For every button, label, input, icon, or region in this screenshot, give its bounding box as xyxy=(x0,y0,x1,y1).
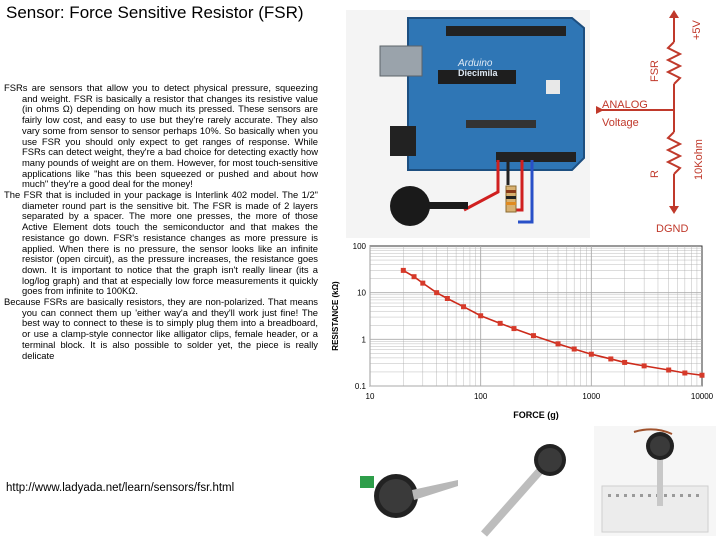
slide-title: Sensor: Force Sensitive Resistor (FSR) xyxy=(6,3,304,22)
arduino-board-icon xyxy=(380,18,584,170)
analog-label: ANALOG xyxy=(602,99,648,111)
resistor-value-label: 10Kohm xyxy=(693,139,705,180)
data-point xyxy=(401,268,406,273)
fsr-photos xyxy=(354,424,720,538)
vcc-label: +5V xyxy=(691,20,703,40)
y-tick-label: 100 xyxy=(352,242,366,251)
x-tick-label: 10000 xyxy=(690,392,714,401)
arduino-wiring-illustration xyxy=(346,10,590,238)
data-point xyxy=(666,368,671,373)
x-axis-label: FORCE (g) xyxy=(513,410,559,420)
data-point xyxy=(445,296,450,301)
source-url[interactable]: http://www.ladyada.net/learn/sensors/fsr.html xyxy=(6,482,235,494)
gnd-arrow-icon xyxy=(669,206,679,214)
x-tick-label: 10 xyxy=(365,392,375,401)
data-point xyxy=(556,341,561,346)
board-model: Diecimila xyxy=(458,68,498,78)
data-point xyxy=(682,370,687,375)
data-point xyxy=(461,304,466,309)
data-point xyxy=(412,274,417,279)
data-point xyxy=(589,352,594,357)
y-axis-label: RESISTANCE (kΩ) xyxy=(331,281,340,351)
y-tick-label: 0.1 xyxy=(354,382,366,391)
fsr-photo-1 xyxy=(354,442,466,538)
data-point xyxy=(642,363,647,368)
fsr-photo-3 xyxy=(594,426,716,536)
data-point xyxy=(531,333,536,338)
slide-body xyxy=(4,83,318,361)
data-point xyxy=(608,356,613,361)
x-tick-label: 1000 xyxy=(582,392,601,401)
paragraph-1: FSRs are sensors that allow you to detect physical pressure, squeezing and weight. FSR is basically a resistor that changes its resistive value (in ohms Ω) depending on how much its pressed. These sensors are fairly low cost, and easy to use but they're rarely accurate. They also vary some from sensor to sensor perhaps 10%. So basically when you use FSR you should only expect to get ranges of response. While FSRs can detect weight, they're a bad choice for detecting exactly how many pounds of weight are on them. However, for most touch-sensitive applications like "has this been squeezed or pushed and about how much" they're a good deal for the money! xyxy=(4,82,318,190)
vcc-arrow-icon xyxy=(669,10,679,18)
x-tick-label: 100 xyxy=(473,392,488,401)
data-point xyxy=(511,326,516,331)
resistor-label: R xyxy=(649,170,661,178)
fsr-photo-2 xyxy=(470,442,570,538)
data-point xyxy=(622,360,627,365)
paragraph-3: Because FSRs are basically resistors, they are non-polarized. That means you can connect them up 'either way'a and they'll work just fine! The best way to connect to these is to simply plug them into a breadboard, or use a clamp-style connector like alligator clips, female header, or a terminal block. It is also possible to solder yet, the piece is really delicate xyxy=(4,296,318,361)
voltage-label: Voltage xyxy=(602,117,639,129)
y-tick-label: 1 xyxy=(361,335,366,345)
data-point xyxy=(498,321,503,326)
data-point xyxy=(478,313,483,318)
resistor-icon xyxy=(506,186,516,212)
fsr-label: FSR xyxy=(649,60,661,82)
fsr-circuit-schematic xyxy=(596,2,718,238)
data-point xyxy=(434,290,439,295)
resistance-force-chart xyxy=(324,238,720,424)
y-tick-label: 10 xyxy=(357,288,366,298)
data-point xyxy=(420,281,425,286)
board-brand: Arduino xyxy=(458,58,493,69)
paragraph-2: The FSR that is included in your package is Interlink 402 model. The 1/2" diameter round part is the sensitive bit. The FSR is made of 2 layers separated by a spacer. The more one presses, the more of those Active Element dots touch the semiconductor and that makes the resistance go down. FSR's resistance changes as more pressure is applied. When there is no pressure, the sensor looks like an infinite resistor (open circuit), as the pressure increases, the resistance goes down. It is important to notice that the graph isn't really linear (its a log/log graph) and that at especially low force measurements it quickly goes from infinite to 100KΩ. xyxy=(4,189,318,297)
plot-area xyxy=(370,246,702,386)
gnd-label: DGND xyxy=(656,223,689,235)
data-point xyxy=(572,347,577,352)
data-point xyxy=(700,373,705,378)
